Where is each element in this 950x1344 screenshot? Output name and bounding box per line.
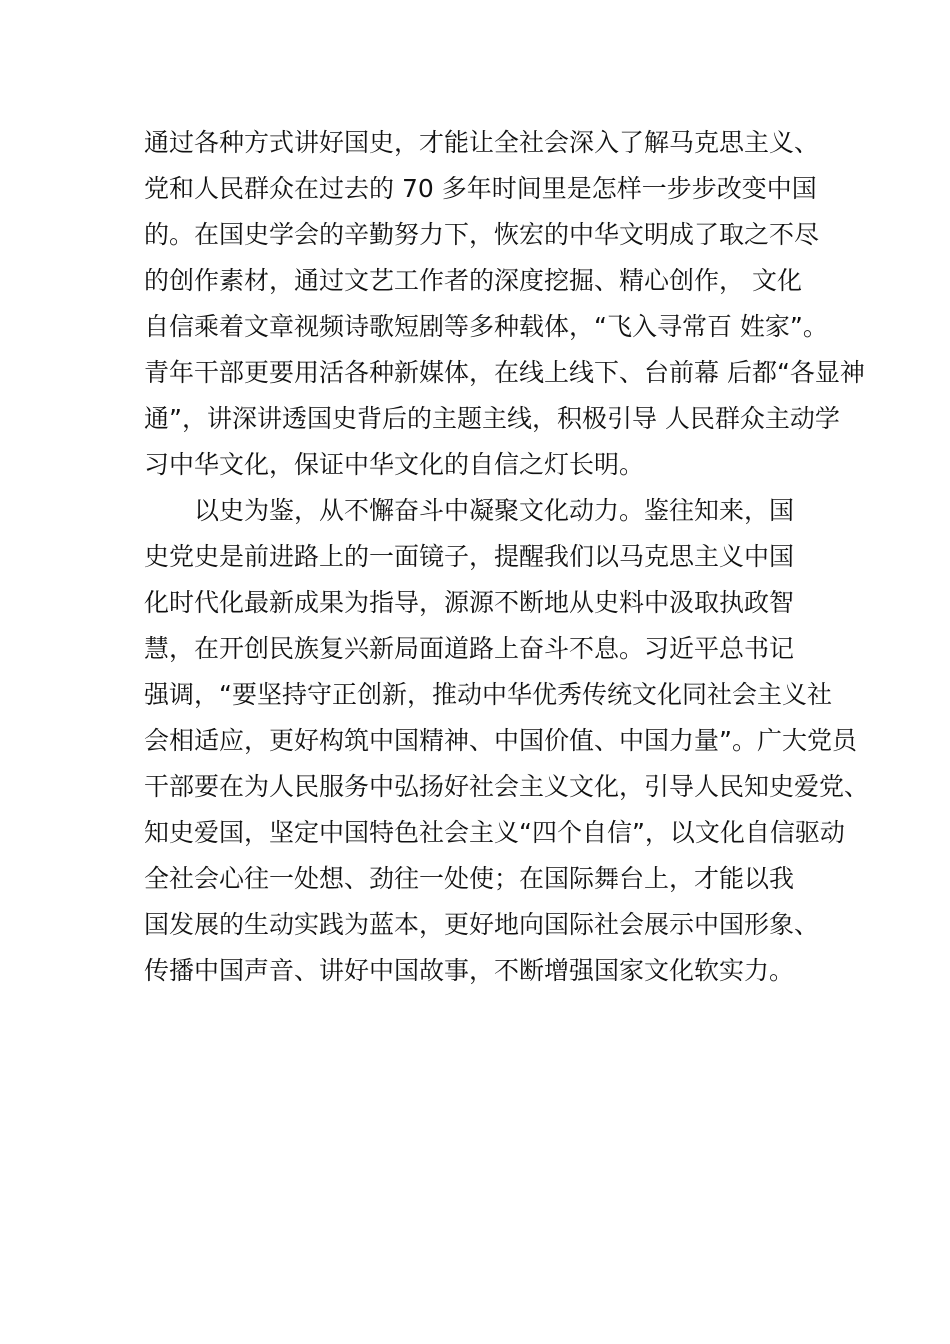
text-line: 传播中国声音、讲好中国故事，不断增强国家文化软实力。 (144, 956, 795, 985)
paragraph-start-line: 以史为鉴，从不懈奋斗中凝聚文化动力。鉴往知来，国 (194, 496, 795, 525)
text-line: 全社会心往一处想、劲往一处使；在国际舞台上，才能以我 (144, 864, 795, 893)
text-line: 强调，“要坚持守正创新，推动中华优秀传统文化同社会主义社 (144, 680, 832, 709)
body-text (144, 120, 870, 994)
text-line: 会相适应，更好构筑中国精神、中国价值、中国力量”。广大党员 (144, 726, 857, 755)
text-line: 党和人民群众在过去的 70 多年时间里是怎样一步步改变中国 (144, 174, 817, 203)
text-line: 自信乘着文章视频诗歌短剧等多种载体，“飞入寻常百 姓家”。 (144, 312, 828, 341)
text-line: 习中华文化，保证中华文化的自信之灯长明。 (144, 450, 645, 479)
text-line: 通过各种方式讲好国史，才能让全社会深入了解马克思主义、 (144, 128, 820, 157)
text-line: 慧，在开创民族复兴新局面道路上奋斗不息。习近平总书记 (144, 634, 795, 663)
text-line: 干部要在为人民服务中弘扬好社会主义文化，引导人民知史爱党、 (144, 772, 870, 801)
text-line: 的创作素材，通过文艺工作者的深度挖掘、精心创作， 文化 (144, 266, 802, 295)
text-line: 知史爱国，坚定中国特色社会主义“四个自信”，以文化自信驱动 (144, 818, 845, 847)
text-line: 青年干部更要用活各种新媒体，在线上线下、台前幕 后都“各显神 (144, 358, 865, 387)
text-line: 的。在国史学会的辛勤努力下，恢宏的中华文明成了取之不尽 (144, 220, 820, 249)
text-line: 通”，讲深讲透国史背后的主题主线，积极引导 人民群众主动学 (144, 404, 840, 433)
text-line: 史党史是前进路上的一面镜子，提醒我们以马克思主义中国 (144, 542, 795, 571)
text-line: 化时代化最新成果为指导，源源不断地从史料中汲取执政智 (144, 588, 795, 617)
text-line: 国发展的生动实践为蓝本，更好地向国际社会展示中国形象、 (144, 910, 820, 939)
